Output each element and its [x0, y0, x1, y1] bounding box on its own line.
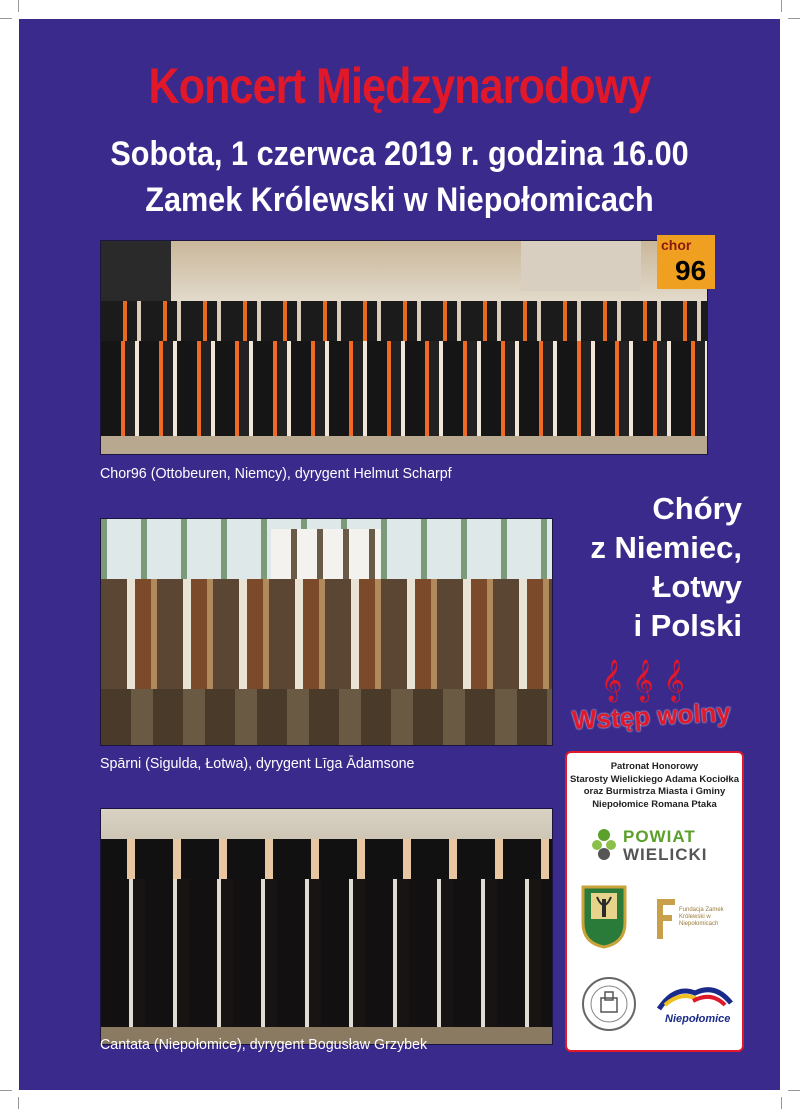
choir-photo-chor96	[100, 240, 708, 455]
chor96-logo: chor 96	[657, 235, 715, 289]
patronage-text: Patronat Honorowy Starosty Wielickiego Adama Kociołka oraz Burmistrza Miasta i Gminy Niepołomice Romana Ptaka	[569, 761, 740, 810]
poster-title: Koncert Międzynarodowy	[148, 58, 651, 114]
niepolomice-crest-icon	[581, 883, 627, 949]
choir-photo-sparni	[100, 518, 553, 746]
event-date: Sobota, 1 czerwca 2019 r. godzina 16.00	[110, 135, 689, 173]
treble-clef-icon: 𝄞𝄞𝄞	[601, 659, 695, 700]
caption-cantata: Cantata (Niepołomice), dyrygent Bogusław Grzybek	[100, 1036, 428, 1053]
concert-poster	[19, 19, 780, 1090]
caption-chor96: Chor96 (Ottobeuren, Niemcy), dyrygent Helmut Scharpf	[100, 465, 452, 482]
choir-photo-cantata	[100, 808, 553, 1045]
niepolomice-logo: Niepołomice	[655, 979, 735, 1033]
event-venue: Zamek Królewski w Niepołomicach	[145, 181, 654, 219]
powiat-wielicki-logo: POWIAT WIELICKI	[589, 825, 729, 865]
caption-sparni: Spārni (Sigulda, Łotwa), dyrygent Līga Ādamsone	[100, 755, 415, 772]
honorary-patronage-box	[565, 751, 744, 1052]
choirs-heading: Chóry z Niemiec, Łotwy i Polski	[590, 491, 742, 643]
free-entry-label: Wstęp wolny	[571, 696, 732, 736]
castle-seal-icon	[581, 976, 637, 1032]
fundacja-zamek-logo: Fundacja Zamek Królewski w Niepołomicach	[655, 893, 735, 943]
